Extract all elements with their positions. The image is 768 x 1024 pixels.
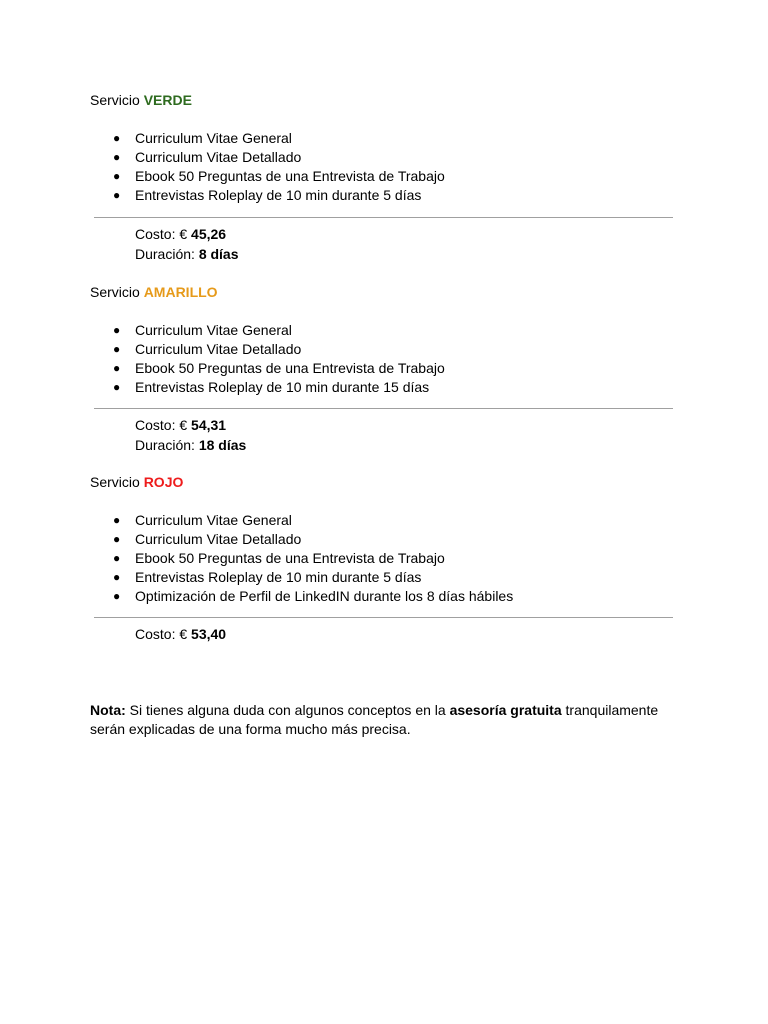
- note-text-before: Si tienes alguna duda con algunos conceptos en la: [129, 702, 446, 718]
- feature-text: Entrevistas Roleplay de 10 min durante 15 días: [135, 379, 430, 395]
- service-heading: [90, 283, 218, 301]
- duration-label: Duración:: [135, 437, 195, 453]
- bullet-icon: ●: [113, 570, 121, 584]
- feature-text: Entrevistas Roleplay de 10 min durante 5 días: [135, 187, 422, 203]
- feature-text: Ebook 50 Preguntas de una Entrevista de Trabajo: [135, 168, 445, 184]
- feature-text: Curriculum Vitae General: [135, 130, 292, 146]
- bullet-icon: ●: [113, 342, 121, 356]
- duration-line: [135, 245, 239, 263]
- bullet-icon: ●: [113, 169, 121, 183]
- cost-label: Costo: €: [135, 226, 188, 242]
- duration-value: 8 días: [198, 246, 239, 262]
- note-label: Nota:: [90, 702, 126, 718]
- duration-value: 18 días: [198, 437, 247, 453]
- divider: [94, 617, 673, 618]
- feature-text: Ebook 50 Preguntas de una Entrevista de Trabajo: [135, 360, 445, 376]
- feature-text: Curriculum Vitae Detallado: [135, 149, 302, 165]
- divider: [94, 217, 673, 218]
- bullet-icon: ●: [113, 532, 121, 546]
- bullet-icon: ●: [113, 589, 121, 603]
- feature-text: Curriculum Vitae General: [135, 322, 292, 338]
- duration-line: [135, 436, 246, 454]
- bullet-icon: ●: [113, 323, 121, 337]
- service-name: VERDE: [143, 92, 192, 108]
- service-name: ROJO: [143, 474, 184, 490]
- feature-text: Optimización de Perfil de LinkedIN durante los 8 días hábiles: [135, 588, 514, 604]
- bullet-icon: ●: [113, 150, 121, 164]
- cost-value: 53,40: [191, 626, 227, 642]
- bullet-icon: ●: [113, 131, 121, 145]
- service-prefix: Servicio: [90, 474, 140, 490]
- divider: [94, 408, 673, 409]
- service-prefix: Servicio: [90, 92, 140, 108]
- duration-label: Duración:: [135, 246, 195, 262]
- service-heading: [90, 473, 183, 491]
- bullet-icon: ●: [113, 551, 121, 565]
- service-heading: [90, 91, 192, 109]
- note-paragraph: [90, 701, 690, 739]
- note-text-after: tranquilamente serán explicadas de una forma mucho más precisa.: [90, 702, 659, 737]
- feature-text: Curriculum Vitae Detallado: [135, 531, 302, 547]
- cost-line: [135, 225, 226, 243]
- bullet-icon: ●: [113, 188, 121, 202]
- bullet-icon: ●: [113, 513, 121, 527]
- bullet-icon: ●: [113, 380, 121, 394]
- cost-line: [135, 416, 226, 434]
- cost-line: [135, 625, 226, 643]
- cost-label: Costo: €: [135, 417, 188, 433]
- feature-text: Curriculum Vitae General: [135, 512, 292, 528]
- feature-text: Curriculum Vitae Detallado: [135, 341, 302, 357]
- bullet-icon: ●: [113, 361, 121, 375]
- service-name: AMARILLO: [143, 284, 218, 300]
- feature-text: Entrevistas Roleplay de 10 min durante 5 días: [135, 569, 422, 585]
- cost-label: Costo: €: [135, 626, 188, 642]
- note-emphasis: asesoría gratuita: [449, 702, 562, 718]
- feature-text: Ebook 50 Preguntas de una Entrevista de Trabajo: [135, 550, 445, 566]
- cost-value: 54,31: [191, 417, 227, 433]
- service-prefix: Servicio: [90, 284, 140, 300]
- cost-value: 45,26: [191, 226, 227, 242]
